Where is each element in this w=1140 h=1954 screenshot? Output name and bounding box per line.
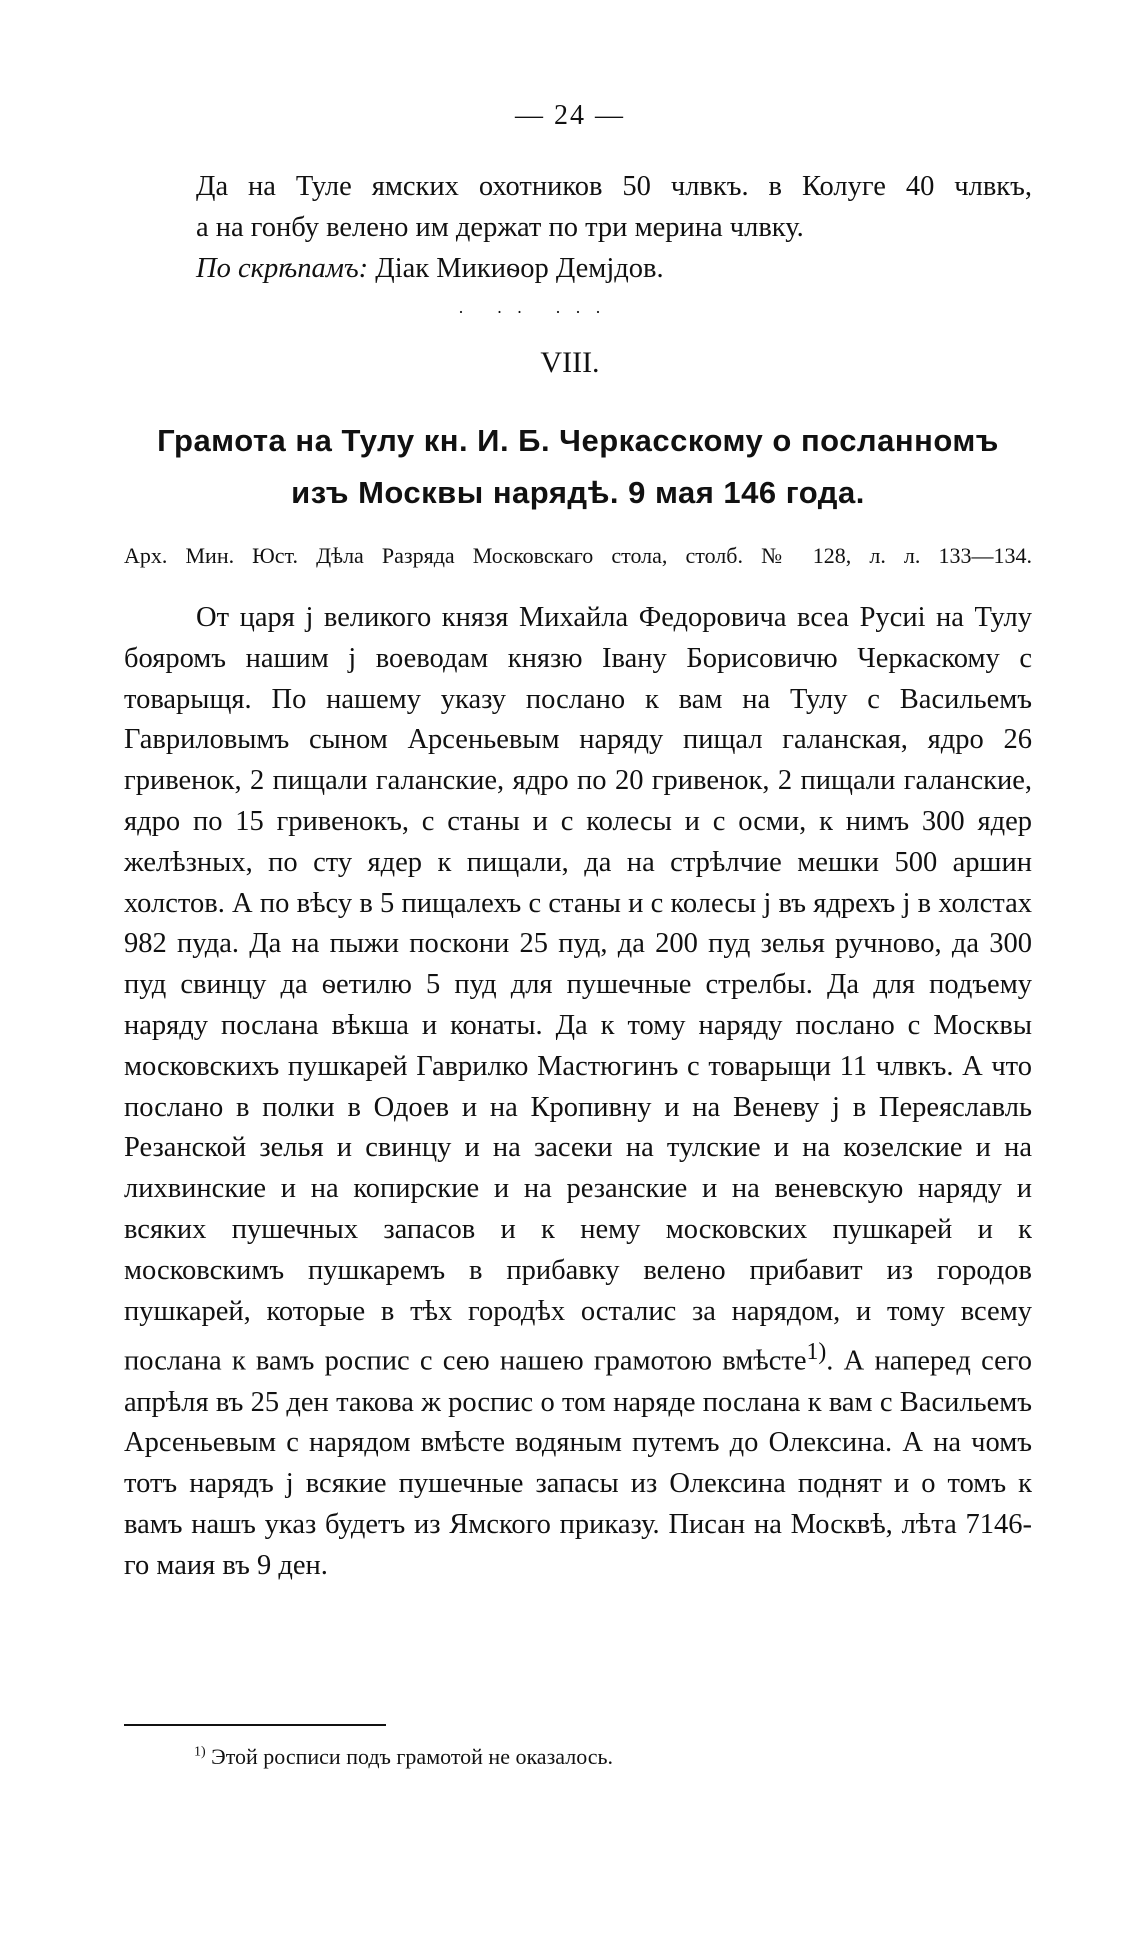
signed-name: Дiак Микиѳор Демjдов. [368,253,664,284]
archive-reference: Арх. Мин. Юст. Дѣла Разряда Московскаго стола, столб. № 128, л. л. 133—134. [124,543,1032,568]
intro-paragraph [124,166,1032,289]
footnote [194,1744,1032,1770]
document-heading: Грамота на Тулу кн. И. Б. Черкасскому о посланномъ изъ Москвы нарядѣ. 9 мая 146 года. [157,423,999,510]
footnote-text: Этой росписи подъ грамотой не оказалось. [205,1744,614,1769]
footnote-mark: 1) [194,1744,206,1760]
separator-dots: · ·· ··· [458,302,615,322]
intro-line-1: Да на Туле ямских охотников 50 члвкъ. в Колуге 40 члвкъ, [196,171,1032,202]
page-number: — 24 — [515,100,625,131]
footnote-reference: 1) [806,1339,827,1366]
signature-line [124,248,1032,289]
body-text-end: . А наперед сего апрѣля въ 25 ден такова ж роспис о том наряде послана к вам с Васильемъ Арсеньевым с нарядом вмѣсте водяным путемъ до Олексина. А на чомъ тотъ нарядъ j всякие пушечные запасы из Олексина поднят и о томъ к вамъ нашъ указ будетъ из Ямского приказу. Писан на Москвѣ, лѣта 7146-го маия въ 9 ден. [124,1345,1032,1581]
body-text-main: От царя j великого князя Михайла Федоровича всеа Русиi на Тулу бояромъ нашим j воеводам князю Iвану Борисовичю Черкаскому с товарыщя. По нашему указу послано к вам на Тулу с Васильемъ Гавриловымъ сыном Арсеньевым наряду пищал галанская, ядро 26 гривенок, 2 пищали галанские, ядро по 20 гривенок, 2 пищали галанские, ядро по 15 гривенокъ, с станы и с колесы и с осми, к нимъ 300 ядер желѣзных, по сту ядер к пищали, да на стрѣлчие мешки 500 аршин холстов. А по вѣсу в 5 пищалехъ с станы и с колесы j въ ядрехъ j в холстах 982 пуда. Да на пыжи поскони 25 пуд, да 200 пуд зелья ручново, да 300 пуд свинцу да ѳетилю 5 пуд для пушечные стрелбы. Да для подъему наряду послана вѣкша и конаты. Да к тому наряду послано с Москвы московскихъ пушкарей Гаврилко Мастюгинъ с товарыщи 11 члвкъ. А что послано в полки в Одоев и на Кропивну и на Веневу j в Переяславль Резанской зелья и свинцу и на засеки на тулские и на козелские и на лихвинские и на копирские и на резанские и на веневскую наряду и всяких пушечных запасов и к нему московских пушкарей и к московскимъ пушкаремъ в прибавку велено прибавит из городов пушкарей, которые в тѣх городѣх осталис за нарядом, и тому всему послана к вамъ роспис с сею нашею грамотою вмѣсте [124,602,1032,1377]
section-number: VIII. [540,346,600,379]
footnote-rule [124,1724,386,1726]
signed-label: По скрѣпамъ: [196,253,369,284]
intro-line-2: а на гонбу велено им держат по три мерина члвку. [196,212,804,243]
body-paragraph [124,598,1032,1587]
